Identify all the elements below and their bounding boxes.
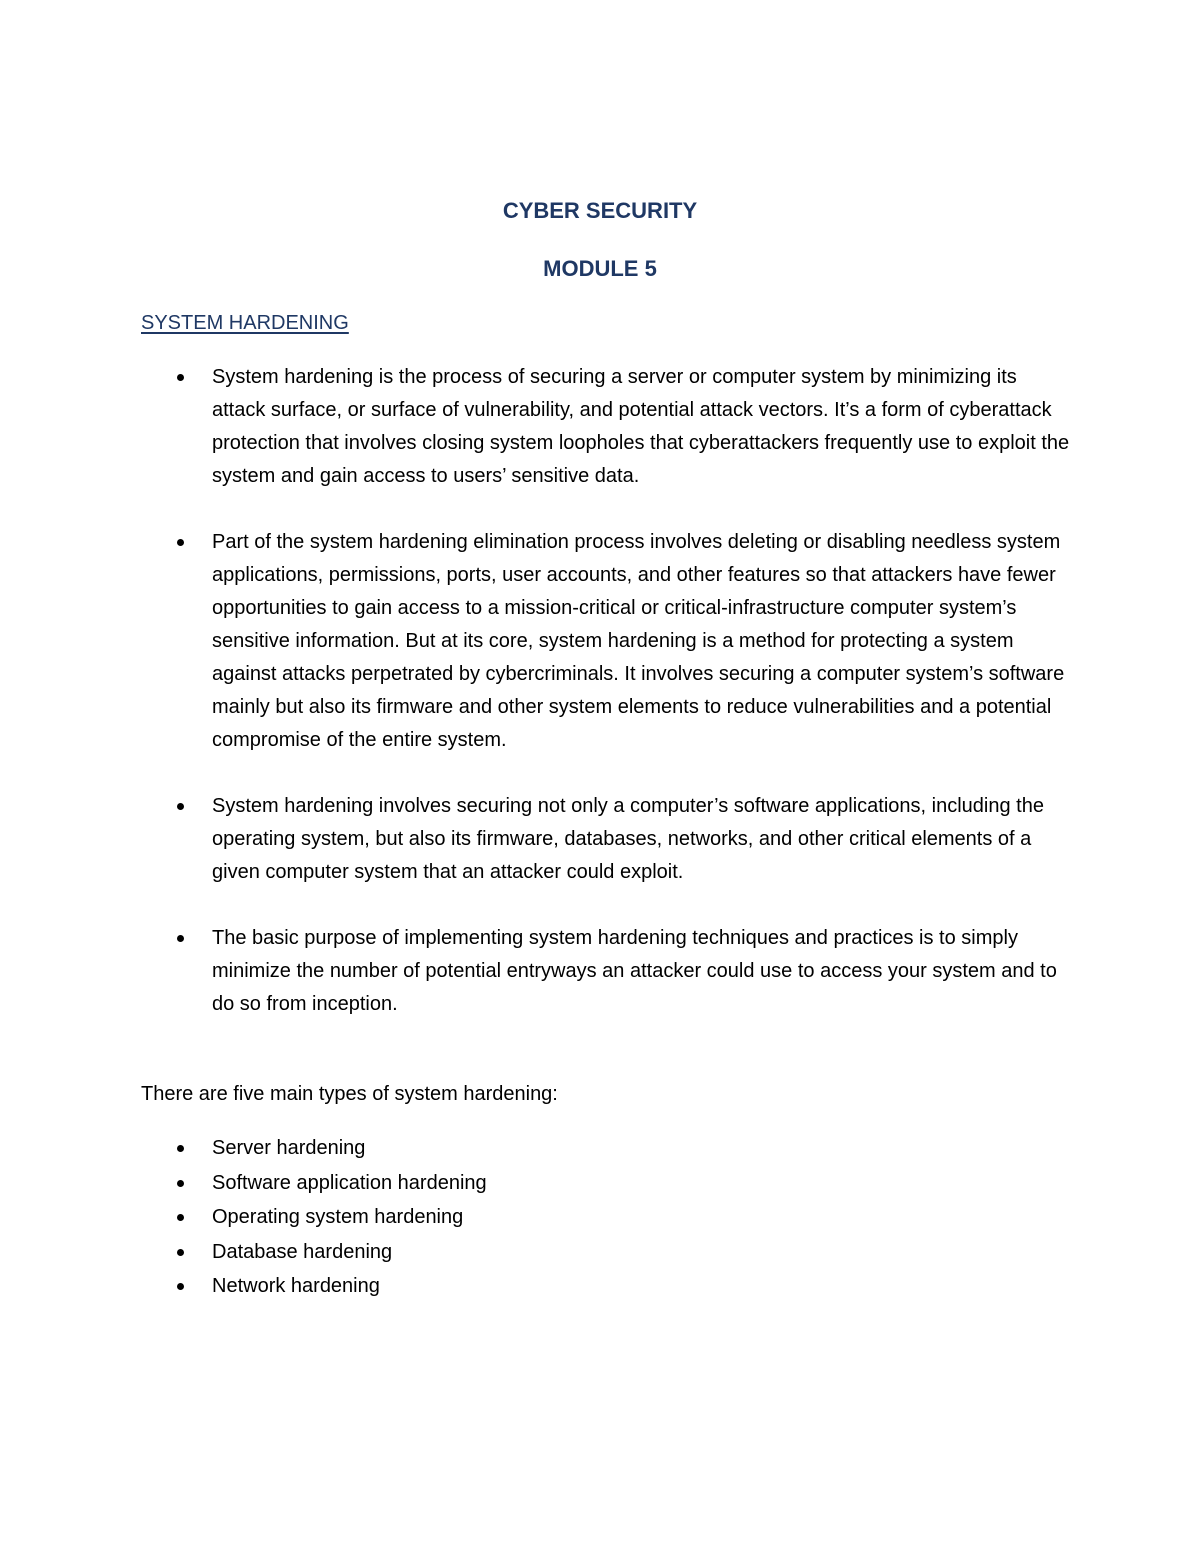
document-title: CYBER SECURITY bbox=[502, 198, 698, 223]
list-item bbox=[0, 1200, 1200, 1235]
list-item-text: Operating system hardening bbox=[212, 1206, 464, 1228]
list-item bbox=[0, 1269, 1200, 1304]
list-item-text: Server hardening bbox=[212, 1137, 366, 1159]
list-item bbox=[0, 361, 1200, 493]
list-item-text: The basic purpose of implementing system hardening techniques and practices is to simply minimize the number of potential entryways an attacker could use to access your system and to do so from inception. bbox=[212, 927, 1057, 1015]
list-item-text: Software application hardening bbox=[212, 1171, 487, 1194]
list-item bbox=[0, 526, 1200, 757]
list-item-text: Database hardening bbox=[212, 1240, 393, 1263]
list-item-text: System hardening is the process of securing a server or computer system by minimizing its attack surface, or surface of vulnerability, and potential attack vectors. It’s a form of cyberattack protection that involves closing system loopholes that cyberattackers frequently use to exploit the system and gain access to users’ sensitive data. bbox=[212, 366, 1070, 487]
list-item-text: Network hardening bbox=[212, 1275, 380, 1297]
bullet-icon bbox=[177, 935, 184, 942]
bullet-icon bbox=[177, 803, 184, 810]
bullet-icon bbox=[177, 1283, 184, 1290]
types-intro: There are five main types of system hardening: bbox=[141, 1083, 558, 1105]
list-item-text: System hardening involves securing not only a computer’s software applications, including the operating system, but also its firmware, databases, networks, and other critical elements of a given computer system that an attacker could exploit. bbox=[212, 795, 1044, 883]
list-item bbox=[0, 790, 1200, 889]
hardening-types-list bbox=[0, 1131, 1200, 1304]
list-item bbox=[0, 1235, 1200, 1270]
bullet-icon bbox=[177, 374, 184, 381]
bullet-icon bbox=[177, 1180, 184, 1187]
list-item-text: Part of the system hardening elimination process involves deleting or disabling needless system applications, permissions, ports, user accounts, and other features so that attackers have fewer opportunities to gain access to a mission-critical or critical-infrastructure computer system’s sensitive information. But at its core, system hardening is a method for protecting a system against attacks perpetrated by cybercriminals. It involves securing a computer system’s software mainly but also its firmware and other system elements to reduce vulnerabilities and a potential compromise of the entire system. bbox=[212, 531, 1065, 751]
section-heading: SYSTEM HARDENING bbox=[141, 312, 349, 334]
bullet-icon bbox=[177, 1214, 184, 1221]
hardening-description-list bbox=[0, 361, 1200, 1054]
list-item bbox=[0, 922, 1200, 1021]
list-item bbox=[0, 1131, 1200, 1166]
module-subtitle: MODULE 5 bbox=[543, 256, 657, 281]
bullet-icon bbox=[177, 1145, 184, 1152]
bullet-icon bbox=[177, 539, 184, 546]
list-item bbox=[0, 1166, 1200, 1201]
bullet-icon bbox=[177, 1249, 184, 1256]
